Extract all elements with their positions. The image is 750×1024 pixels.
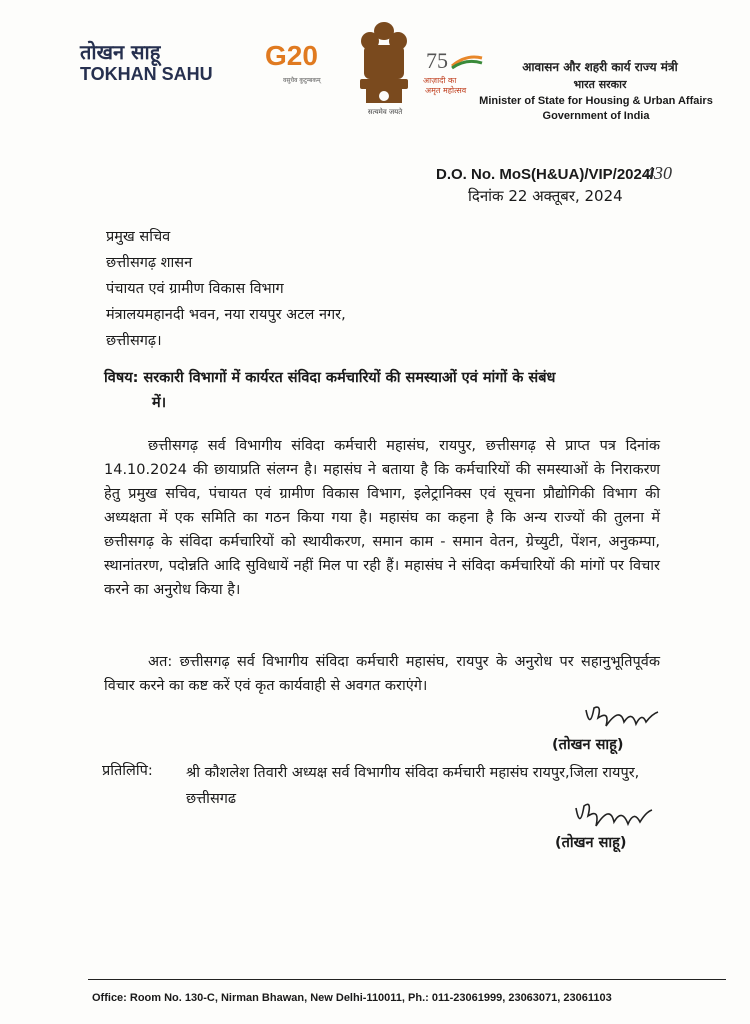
azadi-logo <box>420 48 490 100</box>
address-line: छत्तीसगढ़ शासन <box>106 255 193 271</box>
g20-logo-text: G20 <box>265 40 318 71</box>
g20-tagline: वसुधैव कुटुम्बकम् <box>283 77 321 84</box>
signatory-name: (तोखन साहू) <box>555 835 627 851</box>
azadi-logo-number: 75 <box>426 48 448 73</box>
address-line: प्रमुख सचिव <box>106 229 171 245</box>
government-hindi: भारत सरकार <box>573 78 627 91</box>
body-paragraph: अत: छत्तीसगढ़ सर्व विभागीय संविदा कर्मचारी महासंघ, रायपुर के अनुरोध पर सहानुभूतिपूर्वक विचार करने का कष्ट करें एवं कृत कार्यवाही से अवगत कराएंगे। <box>104 654 660 694</box>
azadi-line1: आज़ादी का <box>423 76 457 85</box>
designation-hindi: आवासन और शहरी कार्य राज्य मंत्री <box>522 60 678 74</box>
signatory-name: (तोखन साहू) <box>552 737 624 753</box>
signature-image <box>580 700 660 736</box>
emblem-motto: सत्यमेव जयते <box>367 108 403 116</box>
letter-date: दिनांक 22 अक्तूबर, 2024 <box>468 187 623 205</box>
subject-line-continued: में। <box>152 395 167 411</box>
copy-recipient: श्री कौशलेश तिवारी अध्यक्ष सर्व विभागीय संविदा कर्मचारी महासंघ रायपुर,जिला रायपुर, छत्तीसगढ <box>186 765 640 807</box>
minister-name-hindi: तोखन साहू <box>80 40 161 64</box>
designation-english: Minister of State for Housing & Urban Affairs <box>479 95 713 107</box>
government-english: Government of India <box>542 110 650 122</box>
address-line: पंचायत एवं ग्रामीण विकास विभाग <box>106 281 284 297</box>
signature-image <box>570 796 654 836</box>
footer-divider <box>88 979 726 980</box>
minister-name-english: TOKHAN SAHU <box>80 64 213 84</box>
address-line: छत्तीसगढ़। <box>106 333 162 349</box>
do-number: D.O. No. MoS(H&UA)/VIP/2024/ <box>436 166 655 183</box>
address-line: मंत्रालयमहानदी भवन, नया रायपुर अटल नगर, <box>106 307 346 323</box>
g20-logo <box>265 40 345 90</box>
do-handwritten-number: 430 <box>645 163 672 183</box>
office-address-footer: Office: Room No. 130-C, Nirman Bhawan, New Delhi-110011, Ph.: 011-23061999, 23063071, 23061103 <box>92 992 612 1004</box>
copy-label: प्रतिलिपि: <box>102 763 153 779</box>
flag-swoosh-icon <box>450 54 484 70</box>
azadi-line2: अमृत महोत्सव <box>425 86 467 95</box>
subject-line: विषय: सरकारी विभागों में कार्यरत संविदा कर्मचारियों की समस्याओं एवं मांगों के संबंध <box>104 370 556 386</box>
body-paragraph: छत्तीसगढ़ सर्व विभागीय संविदा कर्मचारी महासंघ, रायपुर, छत्तीसगढ़ से प्राप्त पत्र दिनांक 14.10.2024 की छायाप्रति संलग्न है। महासंघ ने बताया है कि कर्मचारियों की समस्याओं के निराकरण हेतु प्रमुख सचिव, पंचायत एवं ग्रामीण विकास विभाग, इलेट्रानिक्स एवं सूचना प्रौद्योगिकी विभाग की अध्यक्षता में एक समिति का गठन किया गया है। महासंघ का कहना है कि अन्य राज्यों की तुलना में छत्तीसगढ़ के संविदा कर्मचारियों को स्थायीकरण, समान काम - समान वेतन, ग्रेच्युटी, पेंशन, अनुकम्पा, स्थानांतरण, पदोन्नति आदि सुविधायें नहीं मिल पा रही हैं। महासंघ ने संविदा कर्मचारियों की मांगों पर विचार करने का अनुरोध किया है। <box>104 438 660 598</box>
